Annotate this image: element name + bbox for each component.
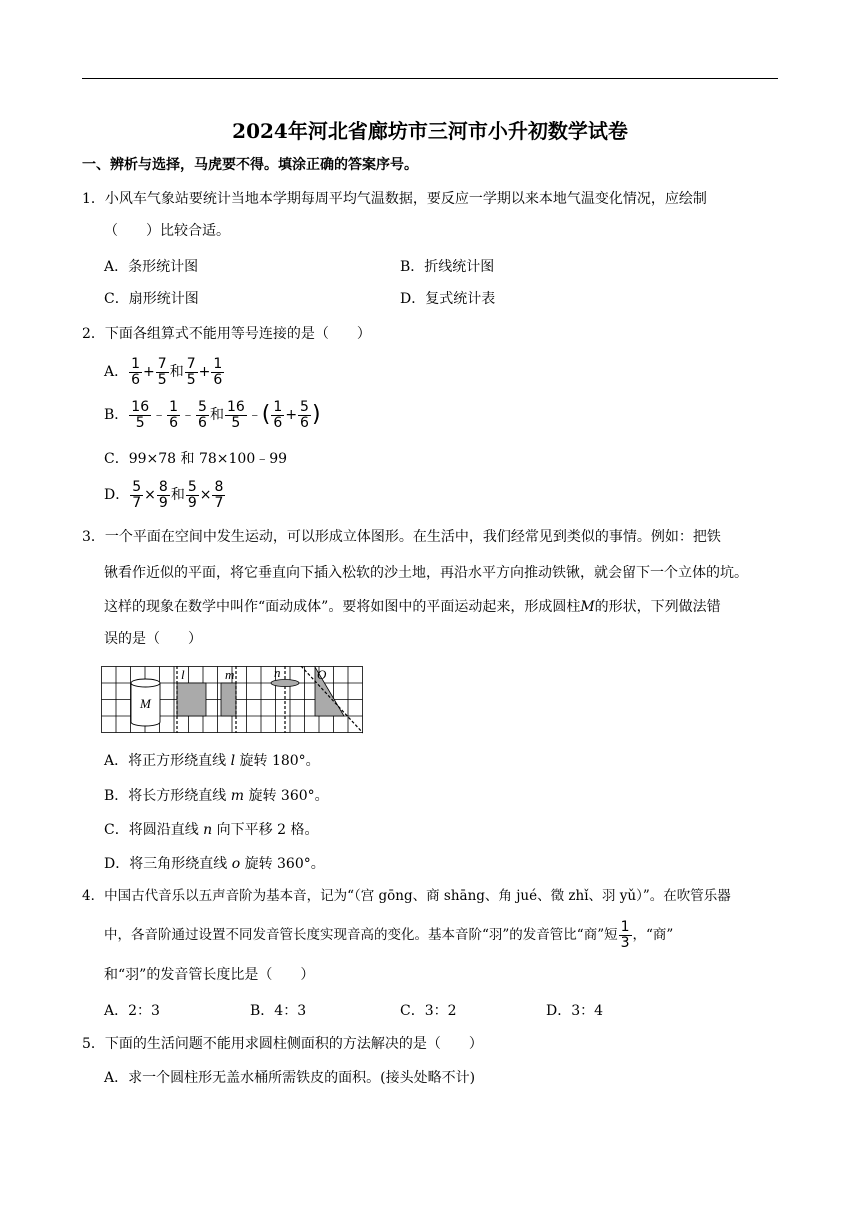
q5-option-a[interactable]: A．求一个圆柱形无盖水桶所需铁皮的面积。(接头处略不计) — [104, 1070, 476, 1086]
q2-option-a[interactable]: A． $\frac{1}{6}$ + $\frac{7}{5}$ 和 $\frac{7}{5}$ + $\frac{1}{6}$ — [104, 355, 223, 388]
fraction: $\frac{1}{6}$ — [131, 355, 141, 388]
q4-stem-line3: 和“羽”的发音管长度比是（ ） — [104, 967, 315, 983]
fraction: $\frac{5}{9}$ — [187, 478, 197, 511]
section-heading: 一、辨析与选择，马虎要不得。填涂正确的答案序号。 — [82, 157, 418, 173]
q3-option-d[interactable]: D．将三角形绕直线 o 旋转 360°。 — [104, 856, 325, 872]
q2-option-c[interactable]: C．99×78 和 78×100﹣99 — [104, 451, 288, 467]
q3-stem-line4: 误的是（ ） — [104, 631, 202, 647]
q3-stem-line3: 这样的现象在数学中叫作“面动成体”。要将如图中的平面运动起来，形成圆柱M的形状，下列做法错 — [104, 599, 721, 615]
fraction: $\frac{1}{6}$ — [273, 398, 283, 431]
circle-shape — [271, 680, 299, 687]
fraction: $\frac{5}{6}$ — [300, 398, 309, 431]
q2-option-d[interactable]: D． $\frac{5}{7}$ × $\frac{8}{9}$ 和 $\frac{5}{9}$ × $\frac{8}{7}$ — [104, 478, 224, 511]
fraction: $\frac{7}{5}$ — [157, 355, 167, 388]
q4-option-d[interactable]: D．3：4 — [546, 1003, 604, 1019]
q4-stem-line2: 中，各音阶通过设置不同发音管长度实现音高的变化。基本音阶“羽”的发音管比“商”短 $\frac{1}{3}$ ，“商” — [104, 919, 674, 951]
fraction: $\frac{1}{3}$ — [620, 919, 630, 951]
q3-stem-line1: 3．一个平面在空间中发生运动，可以形成立体图形。在生活中，我们经常见到类似的事情。例如：把铁 — [82, 529, 721, 545]
header-rule — [82, 78, 778, 79]
q3-option-c[interactable]: C．将圆沿直线 n 向下平移 2 格。 — [104, 822, 319, 838]
fraction: $\frac{1}{6}$ — [213, 355, 223, 388]
q2-stem: 2．下面各组算式不能用等号连接的是（ ） — [82, 326, 371, 342]
fraction: $\frac{5}{7}$ — [132, 478, 142, 511]
q1-stem-line1: 1．小风车气象站要统计当地本学期每周平均气温数据，要反应一学期以来本地气温变化情况，应绘制 — [82, 191, 707, 207]
fraction: $\frac{16}{5}$ — [131, 398, 150, 431]
q3-stem-line2: 锹看作近似的平面，将它垂直向下插入松软的沙土地，再沿水平方向推动铁锹，就会留下一个立体的坑。 — [104, 565, 748, 581]
q5-stem: 5．下面的生活问题不能用求圆柱侧面积的方法解决的是（ ） — [82, 1036, 483, 1052]
label-l: l — [181, 667, 185, 682]
label-m-cylinder: M — [140, 696, 151, 711]
q4-option-b[interactable]: B．4：3 — [250, 1003, 307, 1019]
q3-grid-figure — [101, 666, 363, 734]
q4-stem-line1: 4．中国古代音乐以五声音阶为基本音，记为“（宫 gōng、商 shāng、角 jué、徵 zhǐ、羽 yǔ）”。在吹管乐器 — [82, 888, 731, 904]
q3-option-b[interactable]: B．将长方形绕直线 m 旋转 360°。 — [104, 788, 329, 804]
q1-option-c[interactable]: C．扇形统计图 — [104, 291, 199, 307]
label-o: O — [317, 667, 327, 682]
q1-option-a[interactable]: A．条形统计图 — [104, 259, 199, 275]
square-shape — [177, 683, 206, 716]
fraction: $\frac{16}{5}$ — [226, 398, 245, 431]
label-m: m — [225, 667, 235, 682]
rectangle-shape — [221, 683, 236, 716]
q4-option-a[interactable]: A．2：3 — [104, 1003, 160, 1019]
q3-option-a[interactable]: A．将正方形绕直线 l 旋转 180°。 — [104, 753, 320, 769]
fraction: $\frac{7}{5}$ — [186, 355, 196, 388]
fraction: $\frac{1}{6}$ — [169, 398, 179, 431]
fraction: $\frac{8}{9}$ — [158, 478, 168, 511]
page-title: 2024年河北省廊坊市三河市小升初数学试卷 — [232, 119, 628, 143]
fraction: $\frac{5}{6}$ — [198, 398, 207, 431]
q1-option-d[interactable]: D．复式统计表 — [400, 291, 496, 307]
q1-option-b[interactable]: B．折线统计图 — [400, 259, 495, 275]
q1-stem-line2: （ ）比较合适。 — [104, 223, 230, 239]
fraction: $\frac{8}{7}$ — [214, 478, 224, 511]
q2-option-b[interactable]: B． $\frac{16}{5}$ ﹣ $\frac{1}{6}$ ﹣ $\frac{5}{6}$ 和 $\frac{16}{5}$ ﹣( $\frac{1}{6}$ + $\frac{5}{6}$ ) — [104, 398, 321, 431]
label-n: n — [274, 666, 281, 680]
q4-option-c[interactable]: C．3：2 — [400, 1003, 457, 1019]
